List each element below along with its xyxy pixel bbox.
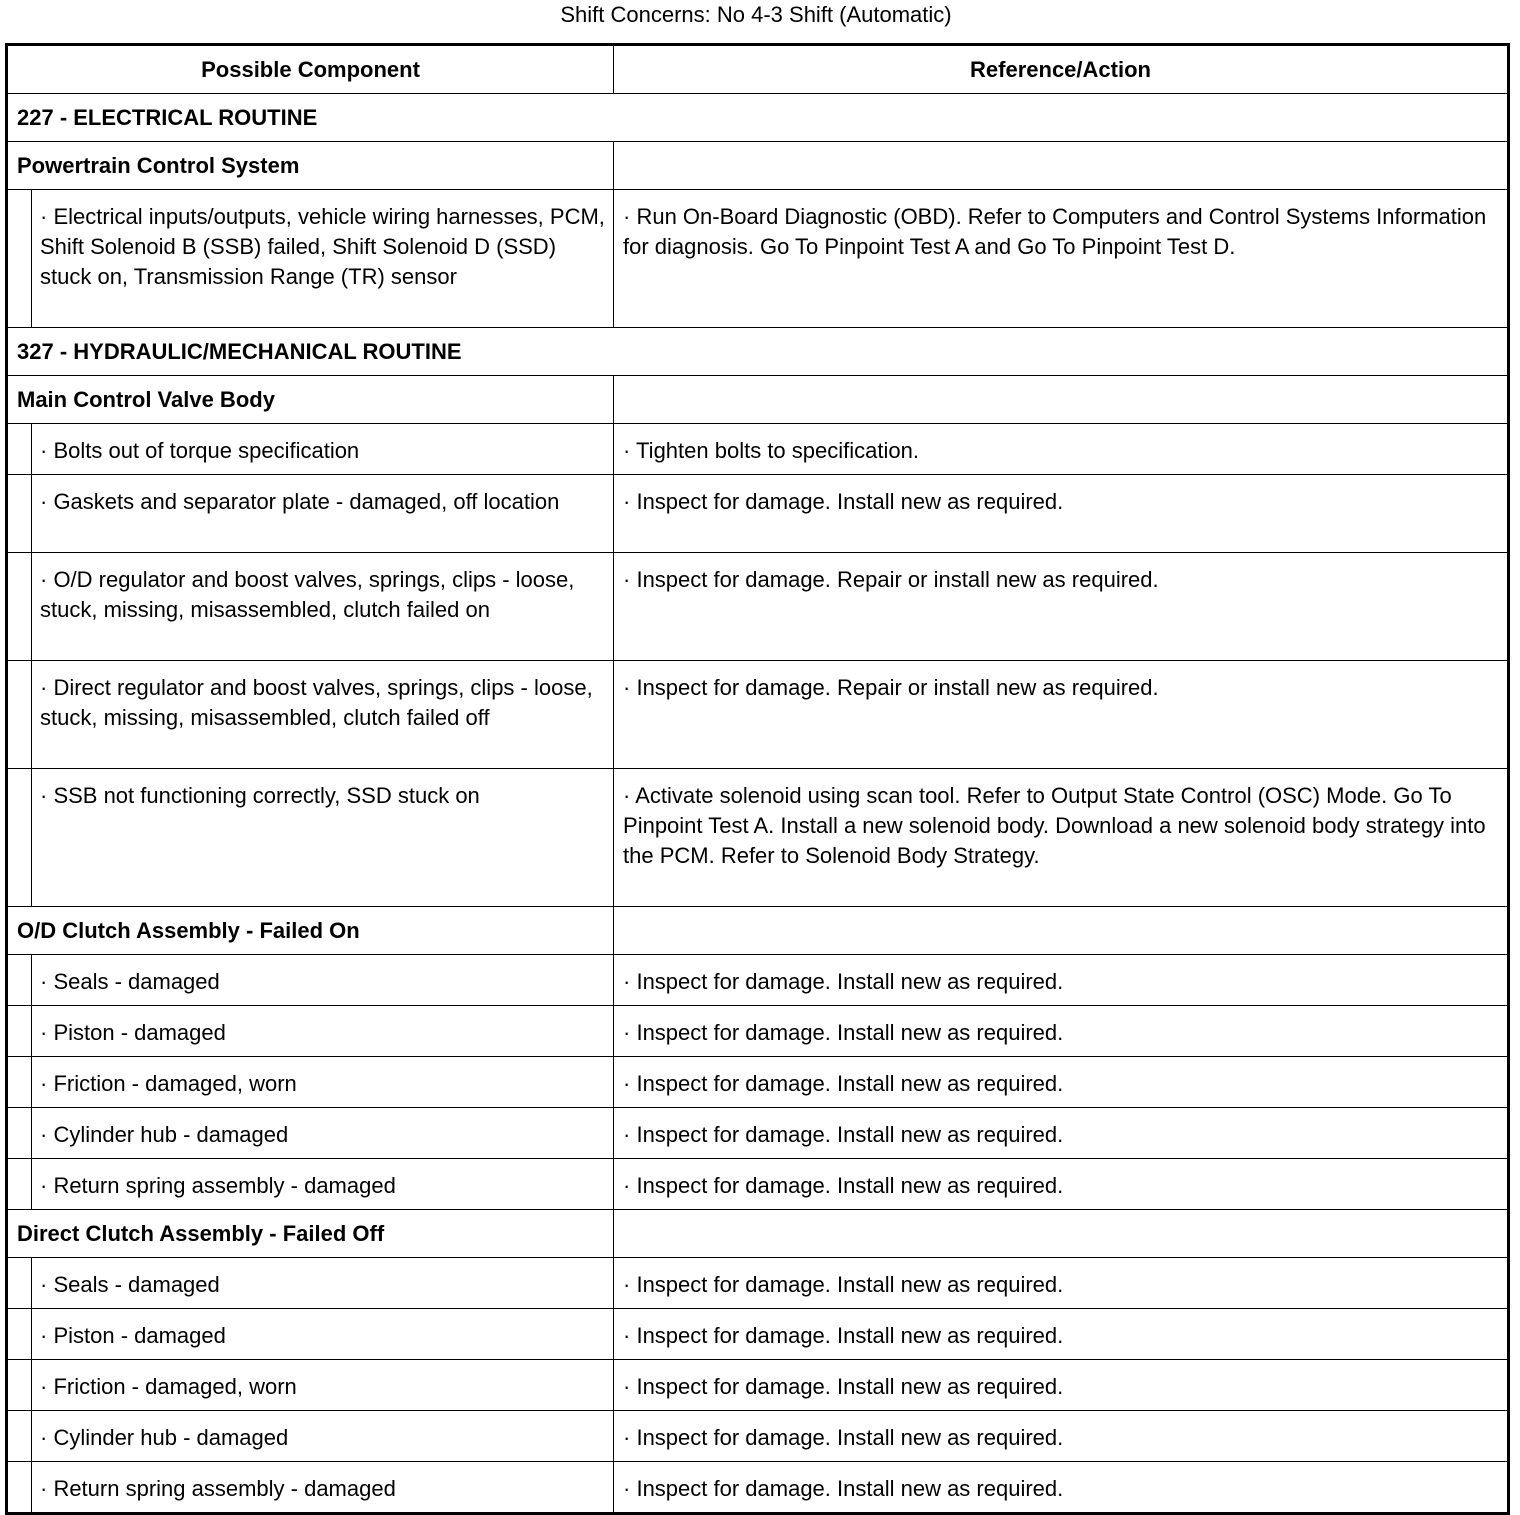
action-cell: · Inspect for damage. Install new as required. <box>614 1006 1509 1057</box>
group-name: Direct Clutch Assembly - Failed Off <box>7 1210 614 1258</box>
section-heading: 227 - ELECTRICAL ROUTINE <box>7 94 1509 142</box>
indent-cell <box>7 1411 32 1462</box>
group-name: O/D Clutch Assembly - Failed On <box>7 907 614 955</box>
table-row <box>7 661 1509 769</box>
indent-cell <box>7 553 32 661</box>
page-title: Shift Concerns: No 4-3 Shift (Automatic) <box>560 2 952 27</box>
shift-concerns-table <box>5 43 1510 1515</box>
section-row <box>7 328 1509 376</box>
component-cell: · Seals - damaged <box>32 1258 614 1309</box>
component-cell: · Friction - damaged, worn <box>32 1360 614 1411</box>
section-row <box>7 94 1509 142</box>
table-row <box>7 769 1509 907</box>
action-cell: · Inspect for damage. Install new as required. <box>614 1057 1509 1108</box>
component-cell: · Seals - damaged <box>32 955 614 1006</box>
table-row <box>7 1057 1509 1108</box>
action-cell: · Inspect for damage. Install new as required. <box>614 1462 1509 1514</box>
table-row <box>7 1360 1509 1411</box>
group-row <box>7 1210 1509 1258</box>
component-cell: · O/D regulator and boost valves, springs, clips - loose, stuck, missing, misassembled, clutch failed on <box>32 553 614 661</box>
action-cell: · Inspect for damage. Install new as required. <box>614 1108 1509 1159</box>
group-action-empty <box>614 907 1509 955</box>
column-header-component: Possible Component <box>7 45 614 94</box>
table-row <box>7 1108 1509 1159</box>
action-cell: · Inspect for damage. Install new as required. <box>614 1159 1509 1210</box>
component-cell: · Friction - damaged, worn <box>32 1057 614 1108</box>
action-cell: · Run On-Board Diagnostic (OBD). Refer to Computers and Control Systems Information for diagnosis. Go To Pinpoint Test A and Go To Pinpoint Test D. <box>614 190 1509 328</box>
table-row <box>7 1462 1509 1514</box>
action-cell: · Tighten bolts to specification. <box>614 424 1509 475</box>
action-cell: · Inspect for damage. Repair or install new as required. <box>614 661 1509 769</box>
action-cell: · Inspect for damage. Repair or install new as required. <box>614 553 1509 661</box>
action-cell: · Inspect for damage. Install new as required. <box>614 1411 1509 1462</box>
action-cell: · Activate solenoid using scan tool. Refer to Output State Control (OSC) Mode. Go To Pinpoint Test A. Install a new solenoid body. Download a new solenoid body strategy into the PCM. Refer to Solenoid Body Strategy. <box>614 769 1509 907</box>
indent-cell <box>7 190 32 328</box>
component-cell: · Return spring assembly - damaged <box>32 1159 614 1210</box>
component-cell: · Gaskets and separator plate - damaged, off location <box>32 475 614 553</box>
group-name: Main Control Valve Body <box>7 376 614 424</box>
indent-cell <box>7 955 32 1006</box>
table-row <box>7 553 1509 661</box>
action-cell: · Inspect for damage. Install new as required. <box>614 1258 1509 1309</box>
group-action-empty <box>614 1210 1509 1258</box>
indent-cell <box>7 1360 32 1411</box>
indent-cell <box>7 1309 32 1360</box>
indent-cell <box>7 1057 32 1108</box>
component-cell: · SSB not functioning correctly, SSD stuck on <box>32 769 614 907</box>
group-name: Powertrain Control System <box>7 142 614 190</box>
component-cell: · Return spring assembly - damaged <box>32 1462 614 1514</box>
indent-cell <box>7 769 32 907</box>
group-row <box>7 907 1509 955</box>
component-cell: · Piston - damaged <box>32 1006 614 1057</box>
table-row <box>7 1159 1509 1210</box>
column-header-reference: Reference/Action <box>614 45 1509 94</box>
component-cell: · Electrical inputs/outputs, vehicle wiring harnesses, PCM, Shift Solenoid B (SSB) failed, Shift Solenoid D (SSD) stuck on, Transmission Range (TR) sensor <box>32 190 614 328</box>
table-row <box>7 475 1509 553</box>
table-row <box>7 190 1509 328</box>
table-row <box>7 1309 1509 1360</box>
table-row <box>7 424 1509 475</box>
indent-cell <box>7 424 32 475</box>
indent-cell <box>7 475 32 553</box>
indent-cell <box>7 1258 32 1309</box>
group-action-empty <box>614 142 1509 190</box>
component-cell: · Cylinder hub - damaged <box>32 1411 614 1462</box>
component-cell: · Piston - damaged <box>32 1309 614 1360</box>
action-cell: · Inspect for damage. Install new as required. <box>614 1360 1509 1411</box>
indent-cell <box>7 1006 32 1057</box>
section-heading: 327 - HYDRAULIC/MECHANICAL ROUTINE <box>7 328 1509 376</box>
component-cell: · Cylinder hub - damaged <box>32 1108 614 1159</box>
table-row <box>7 1258 1509 1309</box>
table-header-row <box>7 45 1509 94</box>
indent-cell <box>7 1159 32 1210</box>
group-row <box>7 142 1509 190</box>
indent-cell <box>7 661 32 769</box>
indent-cell <box>7 1108 32 1159</box>
group-row <box>7 376 1509 424</box>
table-row <box>7 955 1509 1006</box>
component-cell: · Bolts out of torque specification <box>32 424 614 475</box>
group-action-empty <box>614 376 1509 424</box>
action-cell: · Inspect for damage. Install new as required. <box>614 475 1509 553</box>
table-row <box>7 1411 1509 1462</box>
action-cell: · Inspect for damage. Install new as required. <box>614 955 1509 1006</box>
table-row <box>7 1006 1509 1057</box>
indent-cell <box>7 1462 32 1514</box>
component-cell: · Direct regulator and boost valves, springs, clips - loose, stuck, missing, misassembled, clutch failed off <box>32 661 614 769</box>
action-cell: · Inspect for damage. Install new as required. <box>614 1309 1509 1360</box>
